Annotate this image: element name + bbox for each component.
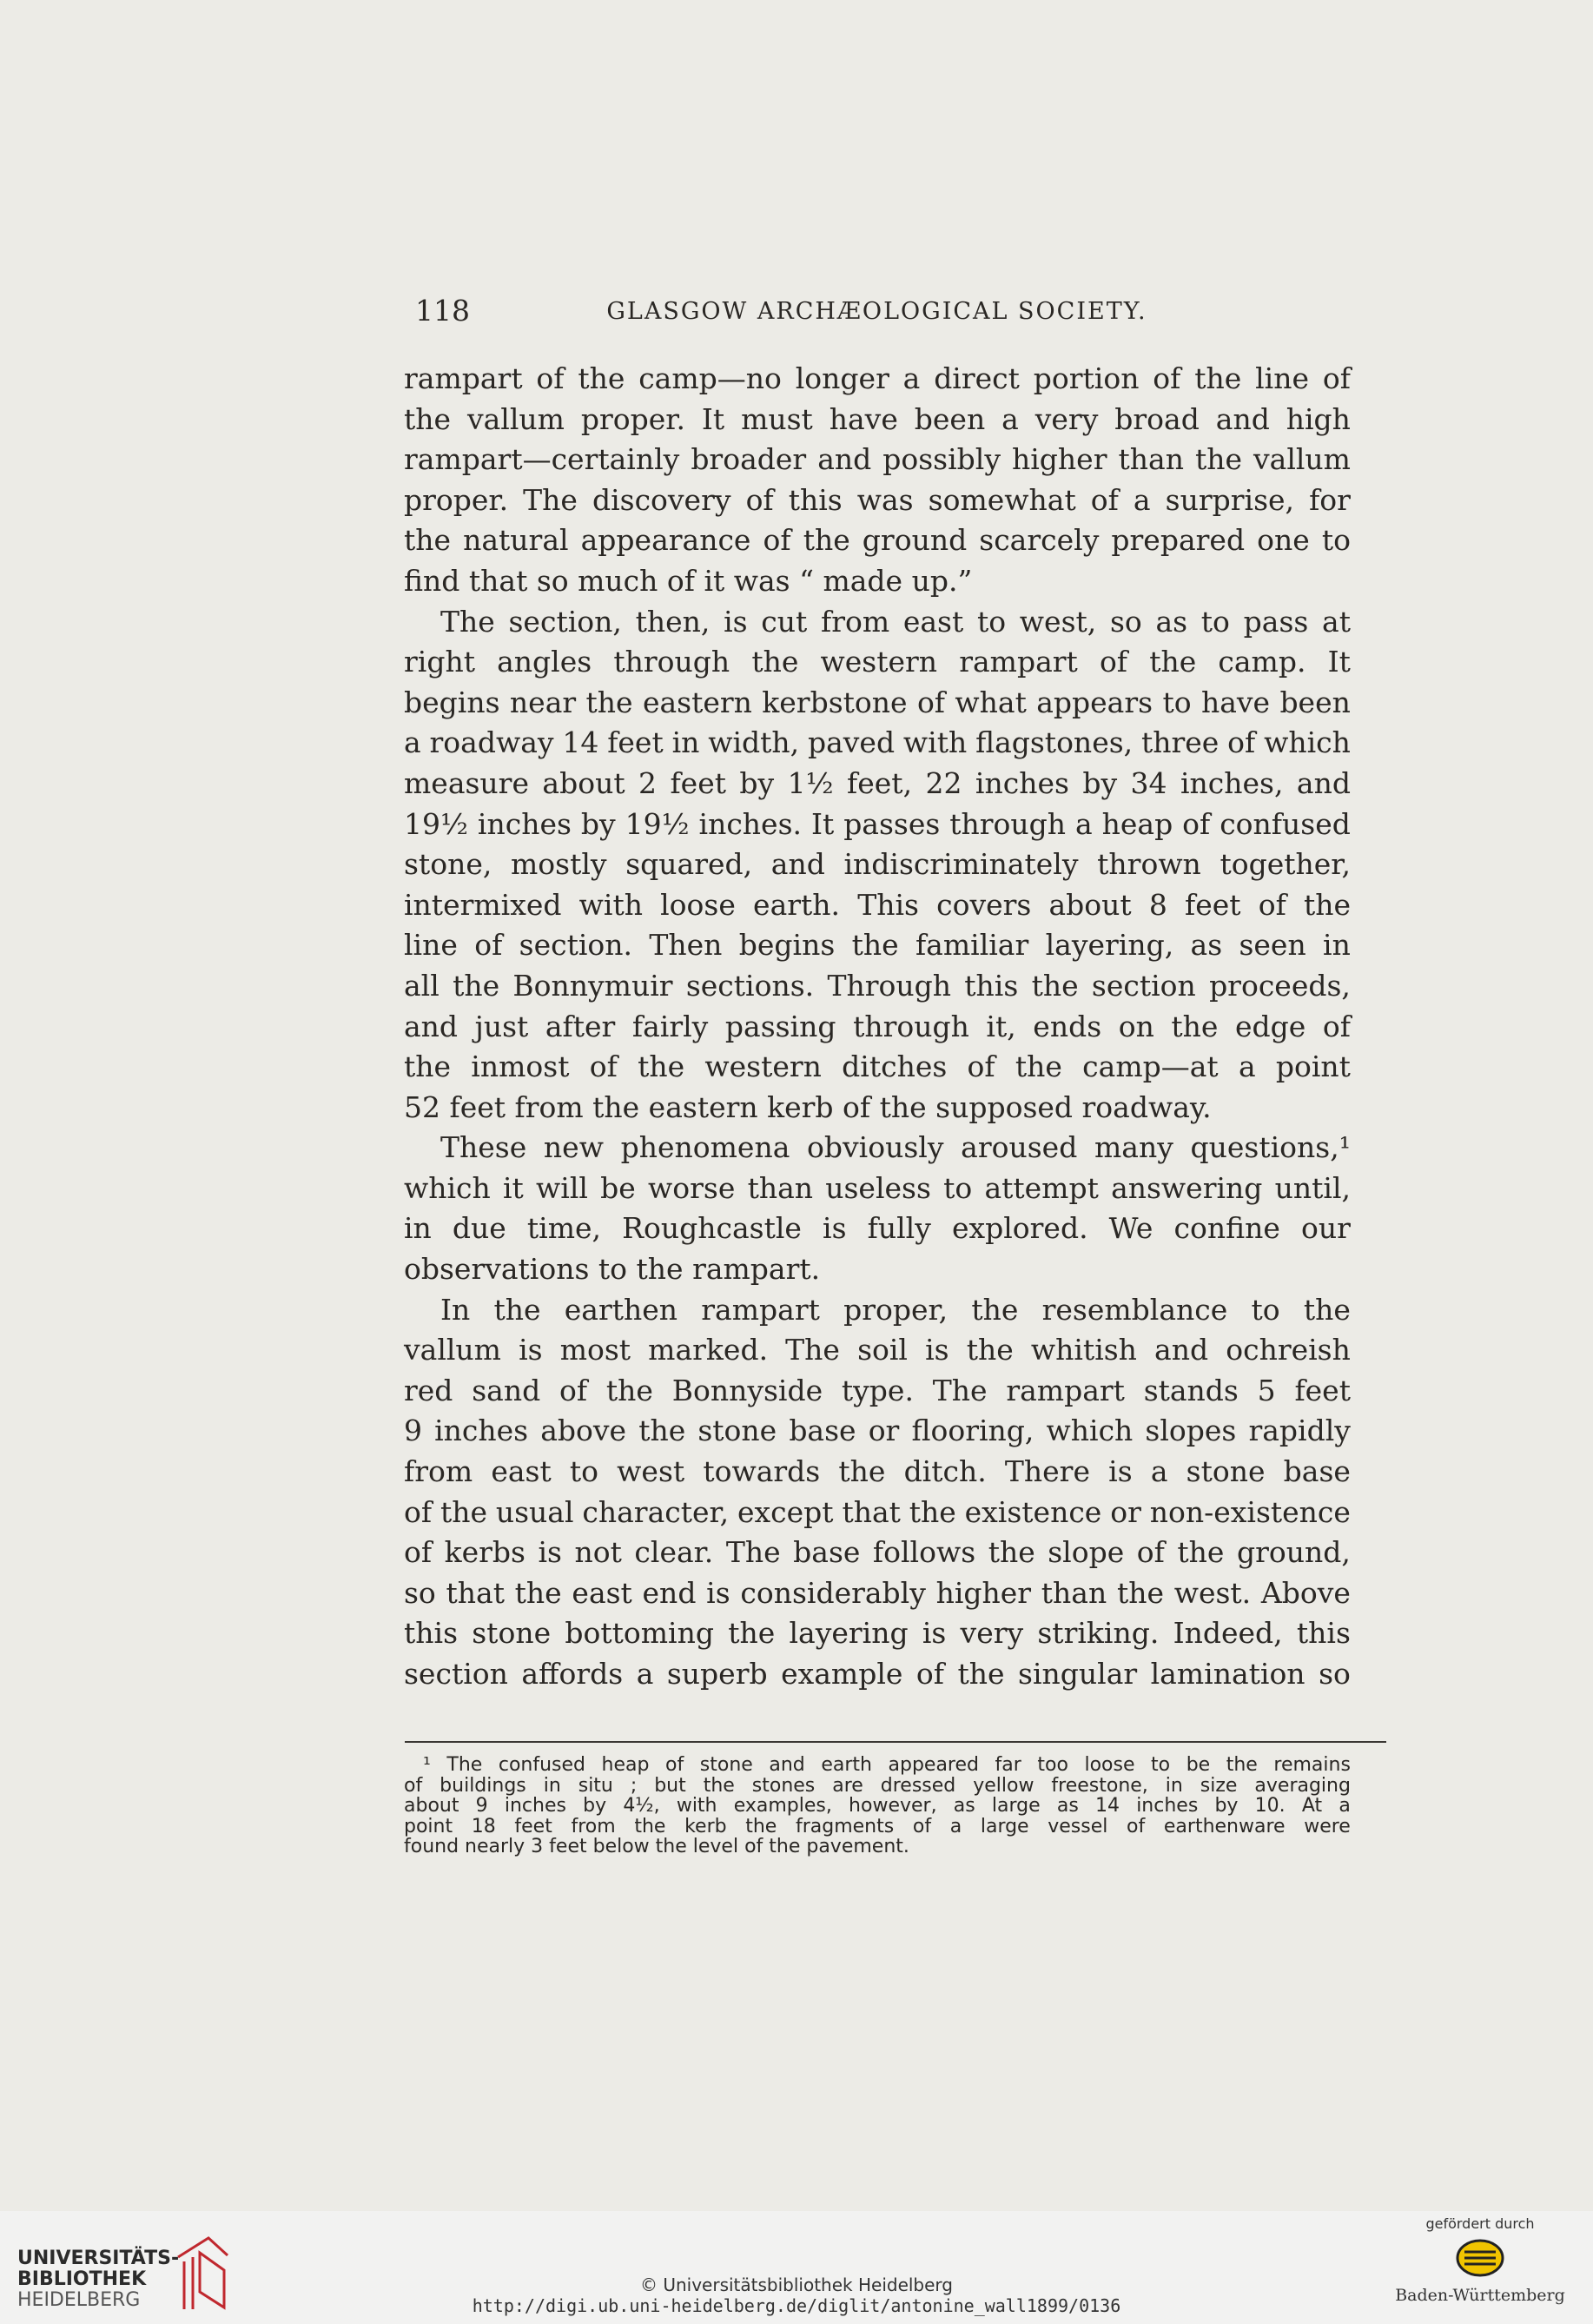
copyright-text: © Universitätsbibliothek Heidelberg <box>639 2274 953 2295</box>
text-line: vallum is most marked. The soil is the whitish and ochreish <box>404 1333 1351 1367</box>
coat-of-arms-icon <box>1454 2236 1506 2280</box>
body-text <box>404 359 1351 1695</box>
funder-name: Baden-Württemberg <box>1395 2286 1565 2305</box>
footnote-line: of buildings in situ ; but the stones are dressed yellow freestone, in size averaging <box>404 1774 1351 1797</box>
text-line: a roadway 14 feet in width, paved with flagstones, three of which <box>404 725 1351 760</box>
funder-block <box>1393 2215 1567 2305</box>
running-header <box>401 294 1352 337</box>
text-line: The section, then, is cut from east to west, so as to pass at <box>440 604 1351 639</box>
text-line: from east to west towards the ditch. There is a stone base <box>404 1454 1351 1489</box>
text-line: all the Bonnymuir sections. Through this the section proceeds, <box>404 968 1351 1003</box>
running-title: GLASGOW ARCHÆOLOGICAL SOCIETY. <box>606 298 1147 325</box>
text-line: section affords a superb example of the singular lamination so <box>404 1657 1351 1691</box>
footnote-line: found nearly 3 feet below the level of the pavement. <box>404 1836 909 1857</box>
permalink[interactable]: http://digi.ub.uni-heidelberg.de/diglit/antonine_wall1899/0136 <box>472 2295 1121 2316</box>
text-line: begins near the eastern kerbstone of what appears to have been <box>404 685 1351 719</box>
footnote-line: point 18 feet from the kerb the fragments of a large vessel of earthenware were <box>404 1815 1351 1837</box>
text-line: 52 feet from the eastern kerb of the supposed roadway. <box>404 1089 1212 1124</box>
text-line: the vallum proper. It must have been a very broad and high <box>404 401 1351 436</box>
text-line: In the earthen rampart proper, the resemblance to the <box>440 1292 1351 1327</box>
text-line: proper. The discovery of this was somewhat of a surprise, for <box>404 482 1351 517</box>
text-line: which it will be worse than useless to attempt answering until, <box>404 1170 1351 1205</box>
text-line: These new phenomena obviously aroused many questions,¹ <box>440 1130 1351 1165</box>
footnote-rule <box>405 1741 1386 1743</box>
text-line: rampart of the camp—no longer a direct portion of the line of <box>404 361 1351 395</box>
text-line: and just after fairly passing through it, ends on the edge of <box>404 1009 1351 1043</box>
footnotes <box>404 1755 1351 1857</box>
library-name-line3: HEIDELBERG <box>17 2289 141 2311</box>
text-line: this stone bottoming the layering is very striking. Indeed, this <box>404 1616 1351 1651</box>
text-line: of the usual character, except that the existence or non-existence <box>404 1494 1351 1529</box>
text-line: so that the east end is considerably higher than the west. Above <box>404 1575 1351 1610</box>
text-line: stone, mostly squared, and indiscriminately thrown together, <box>404 847 1351 882</box>
text-line: rampart—certainly broader and possibly higher than the vallum <box>404 442 1351 477</box>
footnote-line: about 9 inches by 4½, with examples, however, as large as 14 inches by 10. At a <box>404 1795 1351 1817</box>
funded-by-label: gefördert durch <box>1425 2215 1535 2232</box>
text-line: the natural appearance of the ground scarcely prepared one to <box>404 523 1351 558</box>
text-line: 9 inches above the stone base or flooring, which slopes rapidly <box>404 1414 1351 1448</box>
footnote-line: ¹ The confused heap of stone and earth appeared far too loose to be the remains <box>423 1754 1351 1776</box>
library-name-line1: UNIVERSITÄTS- <box>17 2248 180 2269</box>
text-line: find that so much of it was “ made up.” <box>404 563 973 598</box>
library-name-line2: BIBLIOTHEK <box>17 2268 147 2290</box>
text-line: red sand of the Bonnyside type. The rampart stands 5 feet <box>404 1373 1351 1407</box>
text-line: of kerbs is not clear. The base follows the slope of the ground, <box>404 1535 1351 1570</box>
text-line: intermixed with loose earth. This covers about 8 feet of the <box>404 887 1351 922</box>
text-line: measure about 2 feet by 1½ feet, 22 inches by 34 inches, and <box>404 765 1351 800</box>
page-number: 118 <box>415 294 470 328</box>
text-line: in due time, Roughcastle is fully explored. We confine our <box>404 1211 1351 1246</box>
text-line: 19½ inches by 19½ inches. It passes through a heap of confused <box>404 806 1351 841</box>
text-line: line of section. Then begins the familiar layering, as seen in <box>404 928 1351 963</box>
text-line: the inmost of the western ditches of the camp—at a point <box>404 1049 1351 1084</box>
text-line: observations to the rampart. <box>404 1252 821 1287</box>
copyright-notice <box>0 2274 1593 2316</box>
text-line: right angles through the western rampart of the camp. It <box>404 645 1351 679</box>
